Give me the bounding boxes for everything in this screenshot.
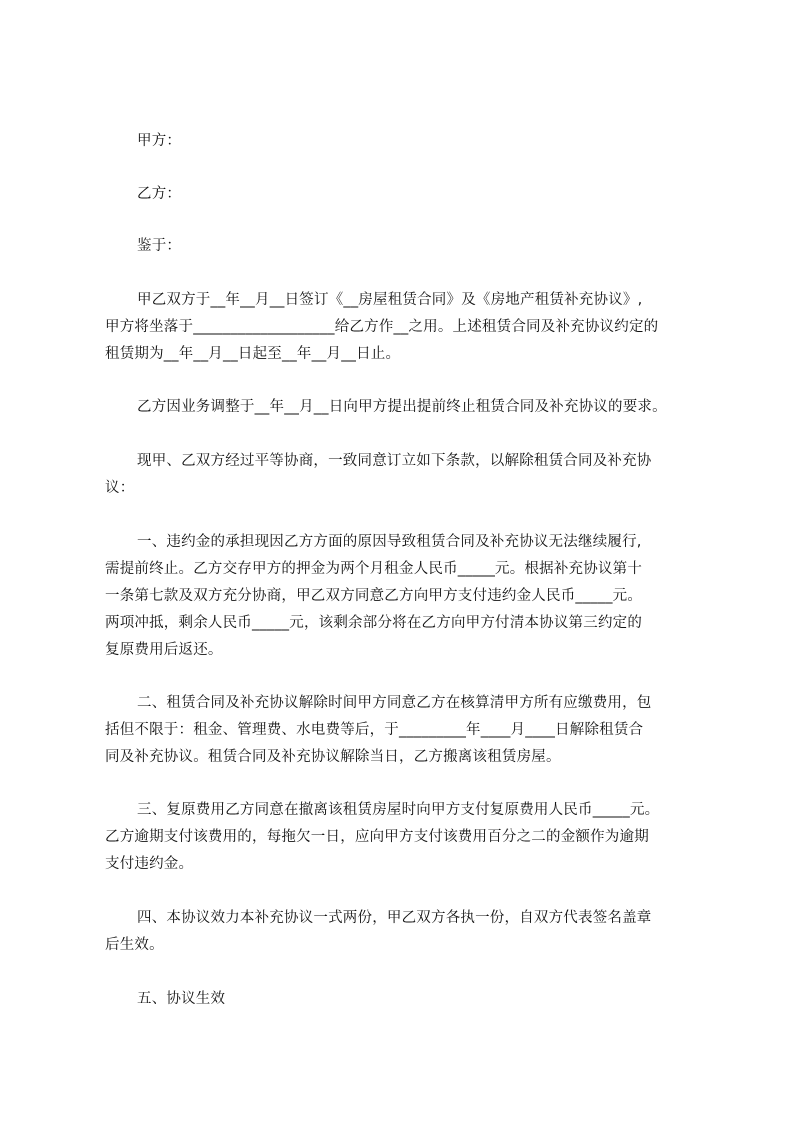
clause-1-line-5: 复原费用后返还。 — [105, 642, 223, 658]
clause-2-line-3: 同及补充协议。租赁合同及补充协议解除当日，乙方搬离该租赁房屋。 — [105, 749, 561, 765]
clause-3-line-2: 乙方逾期支付该费用的，每拖欠一日，应向甲方支付该费用百分之二的金额作为逾期 — [105, 829, 649, 845]
recital-1-line-1: 甲乙双方于__年__月__日签订《__房屋租赁合同》及《房地产租赁补充协议》, — [137, 292, 643, 308]
clause-4-line-2: 后生效。 — [105, 937, 164, 953]
party-a-label: 甲方： — [137, 133, 182, 149]
clause-4-line-1: 四、本协议效力本补充协议一式两份，甲乙双方各执一份，自双方代表签名盖章 — [137, 910, 652, 926]
clause-1-line-3: 一条第七款及双方充分协商，甲乙双方同意乙方向甲方支付违约金人民币_____元。 — [105, 588, 643, 604]
clause-1-line-1: 一、违约金的承担现因乙方方面的原因导致租赁合同及补充协议无法继续履行, — [137, 534, 642, 550]
clause-2-line-1: 二、租赁合同及补充协议解除时间甲方同意乙方在核算清甲方所有应缴费用，包 — [137, 695, 652, 711]
recital-3-line-1: 现甲、乙双方经过平等协商，一致同意订立如下条款，以解除租赁合同及补充协 — [137, 453, 652, 469]
recital-1-line-3: 租赁期为__年__月__日起至__年__月__日止。 — [105, 346, 401, 362]
clause-1-line-4: 两项冲抵，剩余人民币_____元，该剩余部分将在乙方向甲方付清本协议第三约定的 — [105, 615, 643, 631]
clause-1-line-2: 需提前终止。乙方交存甲方的押金为两个月租金人民币_____元。根据补充协议第十 — [105, 561, 643, 577]
clause-5-title: 五、协议生效 — [137, 991, 226, 1007]
clause-2-line-2: 括但不限于：租金、管理费、水电费等后，于_________年____月____日解除租赁合 — [105, 722, 644, 738]
clause-3-line-1: 三、复原费用乙方同意在撤离该租赁房屋时向甲方支付复原费用人民币_____元。 — [137, 802, 660, 818]
recital-1-line-2: 甲方将坐落于___________________给乙方作__之用。上述租赁合同及补充协议约定的 — [105, 319, 659, 335]
recital-3-line-2: 议： — [105, 480, 135, 496]
clause-3-line-3: 支付违约金。 — [105, 856, 194, 872]
recital-2-line-1: 乙方因业务调整于__年__月__日向甲方提出提前终止租赁合同及补充协议的要求。 — [137, 399, 667, 415]
party-b-label: 乙方： — [137, 186, 182, 202]
whereas-label: 鉴于： — [137, 238, 182, 254]
